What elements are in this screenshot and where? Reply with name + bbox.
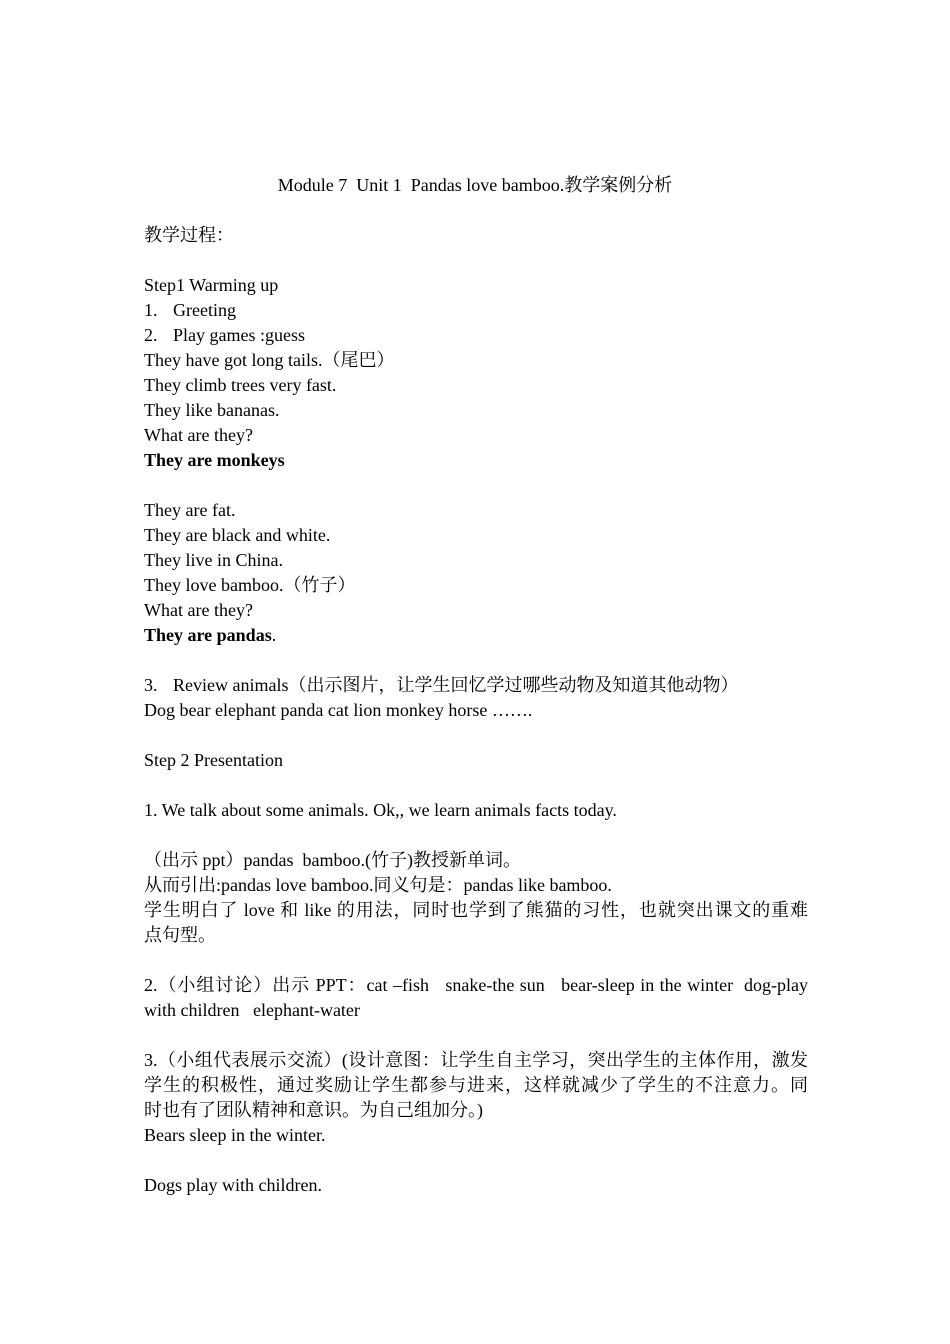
understanding-line: 点句型。 <box>144 925 216 945</box>
process-heading: 教学过程： <box>144 225 234 245</box>
panda-clue: What are they? <box>144 600 253 620</box>
understanding-line: 学生明白了 love 和 like 的用法，同时也学到了熊猫的习性，也就突出课文的重难 <box>144 900 808 920</box>
example-sentence: Bears sleep in the winter. <box>144 1125 326 1145</box>
presentation-point-1: 1. We talk about some animals. Ok,, we learn animals facts today. <box>144 800 617 820</box>
panda-answer-line <box>144 623 808 648</box>
monkey-clue: They climb trees very fast. <box>144 375 337 395</box>
animal-list: Dog bear elephant panda cat lion monkey horse ……. <box>144 700 533 720</box>
step1-heading: Step1 Warming up <box>144 275 279 295</box>
group-share-line: 学生的积极性，通过奖励让学生都参与进来，这样就减少了学生的不注意力。同 <box>144 1075 808 1095</box>
monkey-answer: They are monkeys <box>144 450 285 470</box>
list-number: 3. <box>144 675 158 695</box>
blank-line <box>144 248 808 273</box>
blank-line <box>144 723 808 748</box>
blank-line <box>144 473 808 498</box>
monkey-clue: What are they? <box>144 425 253 445</box>
list-text: Play games :guess <box>173 325 305 345</box>
panda-answer-period: . <box>271 625 277 645</box>
list-number: 2. <box>144 325 158 345</box>
list-number: 1. <box>144 300 158 320</box>
blank-line <box>144 773 808 798</box>
blank-line <box>144 1148 808 1173</box>
monkey-clue: They like bananas. <box>144 400 280 420</box>
panda-answer: They are pandas <box>144 625 272 645</box>
step2-heading: Step 2 Presentation <box>144 750 283 770</box>
list-item-play-games <box>144 323 808 348</box>
document-body <box>144 223 808 1198</box>
list-item-greeting <box>144 298 808 323</box>
blank-line <box>144 648 808 673</box>
list-text: Review animals（出示图片，让学生回忆学过哪些动物及知道其他动物） <box>173 675 739 695</box>
derive-line: 从而引出:pandas love bamboo.同义句是：pandas like bamboo. <box>144 875 612 895</box>
blank-line <box>144 948 808 973</box>
group-discussion-line: with children elephant-water <box>144 1000 360 1020</box>
panda-clue: They love bamboo.（竹子） <box>144 575 356 595</box>
list-text: Greeting <box>173 300 236 320</box>
example-sentence: Dogs play with children. <box>144 1175 322 1195</box>
blank-line <box>144 823 808 848</box>
group-discussion-line: 2.（小组讨论）出示 PPT：cat –fish snake-the sun bear-sleep in the winter dog-play <box>144 975 808 995</box>
panda-clue: They live in China. <box>144 550 283 570</box>
group-share-line: 时也有了团队精神和意识。为自己组加分。) <box>144 1100 483 1120</box>
monkey-clue: They have got long tails.（尾巴） <box>144 350 395 370</box>
group-share-line: 3.（小组代表展示交流）(设计意图：让学生自主学习，突出学生的主体作用，激发 <box>144 1050 808 1070</box>
document-title: Module 7 Unit 1 Pandas love bamboo.教学案例分析 <box>277 175 673 195</box>
blank-line <box>144 1023 808 1048</box>
list-item-review-animals <box>144 673 808 698</box>
ppt-line: （出示 ppt）pandas bamboo.(竹子)教授新单词。 <box>144 850 521 870</box>
panda-clue: They are black and white. <box>144 525 331 545</box>
panda-clue: They are fat. <box>144 500 236 520</box>
